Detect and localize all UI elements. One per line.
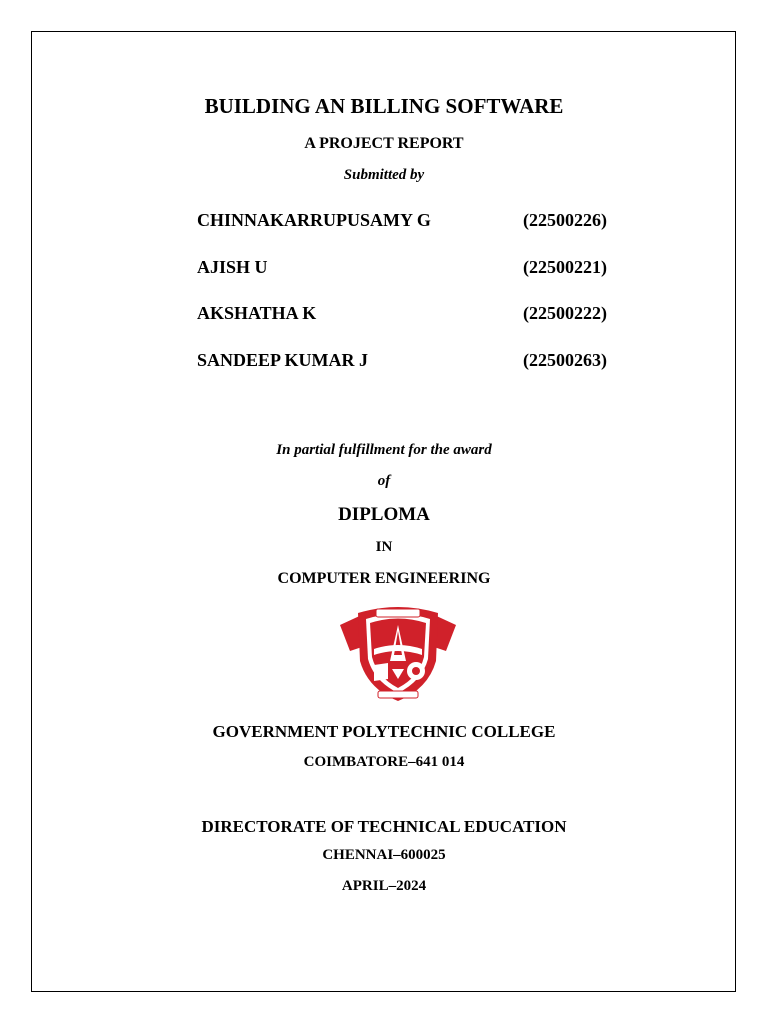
student-id: (22500222) bbox=[523, 303, 607, 323]
student-id: (22500226) bbox=[523, 210, 607, 230]
student-name: AKSHATHA K bbox=[197, 303, 317, 323]
report-date: APRIL–2024 bbox=[341, 878, 427, 894]
student-id: (22500263) bbox=[523, 350, 607, 370]
department-name: COMPUTER ENGINEERING bbox=[277, 570, 491, 587]
college-seal-logo bbox=[336, 603, 460, 705]
student-name: CHINNAKARRUPUSAMY G bbox=[197, 210, 431, 230]
college-name: GOVERNMENT POLYTECHNIC COLLEGE bbox=[212, 722, 556, 741]
degree-title: DIPLOMA bbox=[338, 504, 430, 525]
college-city: COIMBATORE–641 014 bbox=[303, 754, 465, 770]
directorate-name: DIRECTORATE OF TECHNICAL EDUCATION bbox=[201, 817, 567, 836]
student-name: SANDEEP KUMAR J bbox=[197, 350, 369, 370]
student-name: AJISH U bbox=[197, 257, 268, 277]
report-title: BUILDING AN BILLING SOFTWARE bbox=[204, 94, 564, 118]
student-id: (22500221) bbox=[523, 257, 607, 277]
directorate-city: CHENNAI–600025 bbox=[322, 847, 446, 863]
of-text: of bbox=[377, 473, 391, 489]
report-subtitle: A PROJECT REPORT bbox=[304, 135, 464, 152]
in-text: IN bbox=[375, 539, 393, 555]
submitted-by: Submitted by bbox=[343, 167, 425, 183]
fulfillment-text: In partial fulfillment for the award bbox=[276, 442, 492, 458]
